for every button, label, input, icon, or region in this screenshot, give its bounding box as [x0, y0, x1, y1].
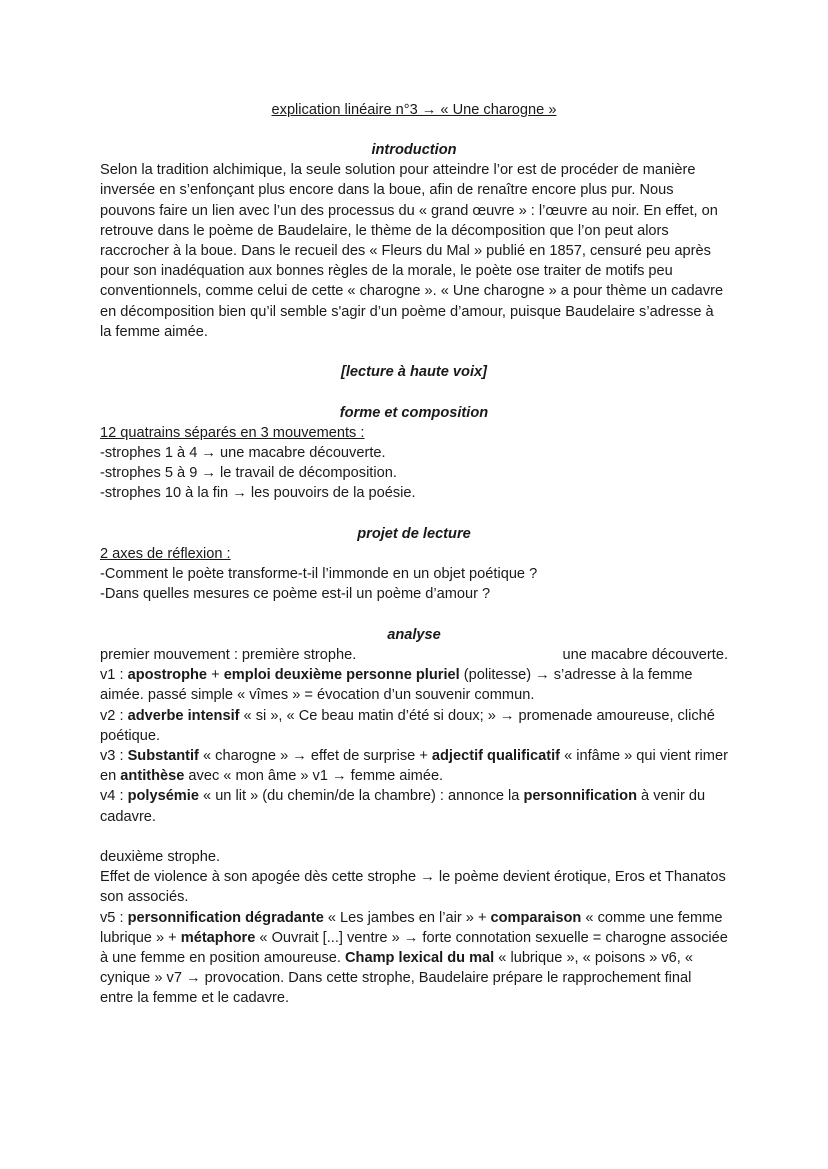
forme-item: -strophes 1 à 4 → une macabre découverte.: [100, 445, 386, 462]
strophe2-title: deuxième strophe.: [100, 849, 221, 866]
mouvement-theme: une macabre découverte.: [562, 647, 728, 664]
mouvement-label: premier mouvement : première strophe.: [100, 647, 357, 664]
analyse-heading: analyse: [387, 626, 441, 643]
lecture-heading: [lecture à haute voix]: [341, 364, 487, 381]
projet-item: -Dans quelles mesures ce poème est-il un poème d’amour ?: [100, 586, 491, 603]
analysis-v3: v3 : Substantif « charogne » → effet de surprise + adjectif qualificatif « infâme » qui vient rimer en antithèse avec « mon âme » v1 → femme aimée.: [100, 748, 728, 785]
analysis-v2: v2 : adverbe intensif « si », « Ce beau matin d’été si doux; » → promenade amoureuse, cliché poétique.: [100, 707, 715, 744]
projet-item: -Comment le poète transforme-t-il l’immonde en un objet poétique ?: [100, 566, 538, 583]
forme-item: -strophes 5 à 9 → le travail de décomposition.: [100, 465, 397, 482]
analysis-v5: v5 : personnification dégradante « Les jambes en l’air » + comparaison « comme une femme lubrique » + métaphore « Ouvrait [...] ventre » → forte connotation sexuelle = charogne associée à une femme en position amoureuse. Champ lexical du mal « lubrique », « poisons » v6, « cynique » v7 → provocation. Dans cette strophe, Baudelaire prépare le rapprochement final entre la femme et le cadavre.: [100, 909, 728, 1007]
analysis-v1: v1 : apostrophe + emploi deuxième personne pluriel (politesse) → s’adresse à la femme aimée. passé simple « vîmes » = évocation d’un souvenir commun.: [100, 667, 693, 704]
document-page: [100, 100, 728, 1009]
intro-heading: introduction: [371, 142, 457, 158]
analysis-v4: v4 : polysémie « un lit » (du chemin/de la chambre) : annonce la personnification à venir du cadavre.: [100, 788, 706, 825]
projet-subheading: 2 axes de réflexion :: [100, 546, 231, 563]
projet-heading: projet de lecture: [357, 525, 471, 542]
forme-heading: forme et composition: [339, 404, 489, 421]
mouvement-row: [100, 645, 728, 665]
document-title: explication linéaire n°3 → « Une charogne »: [271, 102, 557, 118]
forme-item: -strophes 10 à la fin → les pouvoirs de la poésie.: [100, 485, 416, 502]
strophe2-intro: Effet de violence à son apogée dès cette strophe → le poème devient érotique, Eros et Thanatos son associés.: [100, 869, 726, 906]
forme-subheading: 12 quatrains séparés en 3 mouvements :: [100, 424, 365, 441]
intro-paragraph: Selon la tradition alchimique, la seule solution pour atteindre l’or est de procéder de manière inversée en s’enfonçant plus encore dans la boue, afin de renaître encore plus pur. Nous pouvons faire un lien avec l’un des processus du « grand œuvre » : l’œuvre au noir. En effet, on retrouve dans le poème de Baudelaire, le thème de la décomposition que l’on peut alors raccrocher à la boue. Dans le recueil des « Fleurs du Mal » publié en 1857, censuré peu après pour son inadéquation aux bonnes règles de la morale, le poète ose traiter de motifs peu conventionnels, comme celui de cette « charogne ». « Une charogne » a pour thème un cadavre en décomposition bien qu’il semble s'agir d’un poème d’amour, puisque Baudelaire s’adresse à la femme aimée.: [100, 162, 724, 340]
